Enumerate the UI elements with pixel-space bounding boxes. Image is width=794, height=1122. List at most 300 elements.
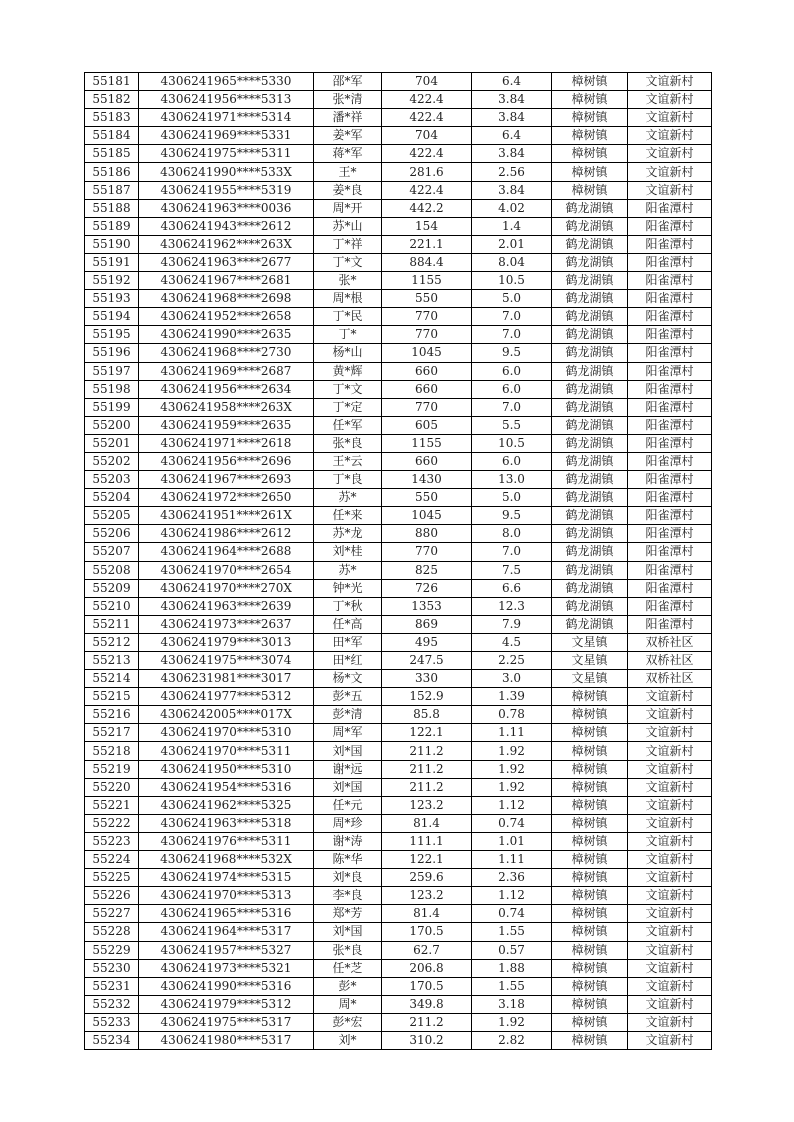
amount-cell: 660	[382, 452, 472, 470]
town-cell: 樟树镇	[552, 995, 628, 1013]
town-cell: 鹤龙湖镇	[552, 290, 628, 308]
quantity-cell: 1.4	[472, 217, 552, 235]
table-row	[85, 561, 712, 579]
quantity-cell: 13.0	[472, 471, 552, 489]
village-cell: 文谊新村	[628, 724, 712, 742]
quantity-cell: 1.39	[472, 688, 552, 706]
amount-cell: 704	[382, 73, 472, 91]
id-number-cell: 4306231981****3017	[139, 670, 314, 688]
table-row	[85, 416, 712, 434]
table-row	[85, 308, 712, 326]
village-cell: 阳雀潭村	[628, 416, 712, 434]
quantity-cell: 7.0	[472, 398, 552, 416]
town-cell: 樟树镇	[552, 742, 628, 760]
village-cell: 阳雀潭村	[628, 434, 712, 452]
village-cell: 双桥社区	[628, 652, 712, 670]
village-cell: 阳雀潭村	[628, 471, 712, 489]
id-number-cell: 4306241963****2639	[139, 597, 314, 615]
quantity-cell: 1.92	[472, 778, 552, 796]
row-number-cell: 55206	[85, 525, 139, 543]
amount-cell: 81.4	[382, 814, 472, 832]
person-name-cell: 郑*芳	[314, 905, 382, 923]
village-cell: 阳雀潭村	[628, 217, 712, 235]
table-row	[85, 905, 712, 923]
town-cell: 鹤龙湖镇	[552, 489, 628, 507]
person-name-cell: 张*	[314, 272, 382, 290]
table-row	[85, 199, 712, 217]
village-cell: 阳雀潭村	[628, 290, 712, 308]
id-number-cell: 4306241972****2650	[139, 489, 314, 507]
row-number-cell: 55187	[85, 181, 139, 199]
town-cell: 樟树镇	[552, 778, 628, 796]
town-cell: 鹤龙湖镇	[552, 344, 628, 362]
id-number-cell: 4306241973****2637	[139, 615, 314, 633]
person-name-cell: 刘*国	[314, 778, 382, 796]
id-number-cell: 4306241956****5313	[139, 91, 314, 109]
row-number-cell: 55227	[85, 905, 139, 923]
row-number-cell: 55182	[85, 91, 139, 109]
village-cell: 阳雀潭村	[628, 253, 712, 271]
person-name-cell: 王*云	[314, 452, 382, 470]
amount-cell: 206.8	[382, 959, 472, 977]
person-name-cell: 黄*辉	[314, 362, 382, 380]
id-number-cell: 4306241963****2677	[139, 253, 314, 271]
id-number-cell: 4306241970****2654	[139, 561, 314, 579]
town-cell: 鹤龙湖镇	[552, 543, 628, 561]
person-name-cell: 苏*	[314, 561, 382, 579]
amount-cell: 770	[382, 543, 472, 561]
row-number-cell: 55229	[85, 941, 139, 959]
amount-cell: 1045	[382, 344, 472, 362]
row-number-cell: 55220	[85, 778, 139, 796]
town-cell: 鹤龙湖镇	[552, 199, 628, 217]
person-name-cell: 彭*清	[314, 706, 382, 724]
village-cell: 阳雀潭村	[628, 525, 712, 543]
table-row	[85, 489, 712, 507]
table-row	[85, 452, 712, 470]
amount-cell: 495	[382, 633, 472, 651]
id-number-cell: 4306241970****270X	[139, 579, 314, 597]
town-cell: 樟树镇	[552, 145, 628, 163]
town-cell: 鹤龙湖镇	[552, 380, 628, 398]
amount-cell: 726	[382, 579, 472, 597]
village-cell: 文谊新村	[628, 995, 712, 1013]
row-number-cell: 55183	[85, 109, 139, 127]
village-cell: 文谊新村	[628, 127, 712, 145]
person-name-cell: 周*开	[314, 199, 382, 217]
village-cell: 文谊新村	[628, 869, 712, 887]
table-row	[85, 1031, 712, 1049]
amount-cell: 1045	[382, 507, 472, 525]
quantity-cell: 1.92	[472, 760, 552, 778]
table-row	[85, 145, 712, 163]
village-cell: 文谊新村	[628, 109, 712, 127]
amount-cell: 1353	[382, 597, 472, 615]
person-name-cell: 丁*秋	[314, 597, 382, 615]
amount-cell: 550	[382, 489, 472, 507]
id-number-cell: 4306241956****2634	[139, 380, 314, 398]
table-row	[85, 796, 712, 814]
amount-cell: 122.1	[382, 724, 472, 742]
amount-cell: 770	[382, 308, 472, 326]
amount-cell: 550	[382, 290, 472, 308]
village-cell: 文谊新村	[628, 688, 712, 706]
quantity-cell: 3.18	[472, 995, 552, 1013]
amount-cell: 211.2	[382, 760, 472, 778]
row-number-cell: 55181	[85, 73, 139, 91]
quantity-cell: 7.0	[472, 543, 552, 561]
village-cell: 阳雀潭村	[628, 543, 712, 561]
row-number-cell: 55192	[85, 272, 139, 290]
table-row	[85, 253, 712, 271]
quantity-cell: 0.78	[472, 706, 552, 724]
quantity-cell: 3.0	[472, 670, 552, 688]
person-name-cell: 苏*山	[314, 217, 382, 235]
town-cell: 文星镇	[552, 652, 628, 670]
id-number-cell: 4306241990****5316	[139, 977, 314, 995]
row-number-cell: 55207	[85, 543, 139, 561]
amount-cell: 770	[382, 398, 472, 416]
id-number-cell: 4306241957****5327	[139, 941, 314, 959]
town-cell: 樟树镇	[552, 869, 628, 887]
table-row	[85, 959, 712, 977]
village-cell: 文谊新村	[628, 832, 712, 850]
id-number-cell: 4306241969****5331	[139, 127, 314, 145]
person-name-cell: 姜*良	[314, 181, 382, 199]
person-name-cell: 周*	[314, 995, 382, 1013]
amount-cell: 259.6	[382, 869, 472, 887]
village-cell: 阳雀潭村	[628, 452, 712, 470]
table-row	[85, 814, 712, 832]
table-body	[85, 73, 712, 1050]
town-cell: 鹤龙湖镇	[552, 452, 628, 470]
row-number-cell: 55209	[85, 579, 139, 597]
row-number-cell: 55210	[85, 597, 139, 615]
quantity-cell: 5.5	[472, 416, 552, 434]
village-cell: 阳雀潭村	[628, 235, 712, 253]
town-cell: 樟树镇	[552, 688, 628, 706]
quantity-cell: 6.0	[472, 452, 552, 470]
id-number-cell: 4306241990****2635	[139, 326, 314, 344]
village-cell: 双桥社区	[628, 670, 712, 688]
person-name-cell: 丁*良	[314, 471, 382, 489]
table-row	[85, 670, 712, 688]
row-number-cell: 55226	[85, 887, 139, 905]
quantity-cell: 12.3	[472, 597, 552, 615]
amount-cell: 122.1	[382, 851, 472, 869]
row-number-cell: 55217	[85, 724, 139, 742]
person-name-cell: 彭*五	[314, 688, 382, 706]
town-cell: 鹤龙湖镇	[552, 525, 628, 543]
table-row	[85, 579, 712, 597]
quantity-cell: 7.0	[472, 308, 552, 326]
village-cell: 文谊新村	[628, 905, 712, 923]
town-cell: 樟树镇	[552, 1031, 628, 1049]
table-row	[85, 326, 712, 344]
village-cell: 文谊新村	[628, 1013, 712, 1031]
amount-cell: 123.2	[382, 796, 472, 814]
id-number-cell: 4306241969****2687	[139, 362, 314, 380]
id-number-cell: 4306241977****5312	[139, 688, 314, 706]
id-number-cell: 4306241955****5319	[139, 181, 314, 199]
quantity-cell: 2.56	[472, 163, 552, 181]
table-row	[85, 724, 712, 742]
village-cell: 文谊新村	[628, 73, 712, 91]
id-number-cell: 4306241962****263X	[139, 235, 314, 253]
town-cell: 樟树镇	[552, 73, 628, 91]
town-cell: 樟树镇	[552, 724, 628, 742]
amount-cell: 442.2	[382, 199, 472, 217]
village-cell: 阳雀潭村	[628, 199, 712, 217]
village-cell: 文谊新村	[628, 706, 712, 724]
town-cell: 鹤龙湖镇	[552, 362, 628, 380]
quantity-cell: 10.5	[472, 434, 552, 452]
table-row	[85, 163, 712, 181]
amount-cell: 770	[382, 326, 472, 344]
row-number-cell: 55190	[85, 235, 139, 253]
town-cell: 文星镇	[552, 633, 628, 651]
person-name-cell: 刘*国	[314, 742, 382, 760]
person-name-cell: 周*军	[314, 724, 382, 742]
village-cell: 文谊新村	[628, 181, 712, 199]
quantity-cell: 6.0	[472, 362, 552, 380]
person-name-cell: 苏*	[314, 489, 382, 507]
village-cell: 阳雀潭村	[628, 579, 712, 597]
quantity-cell: 0.57	[472, 941, 552, 959]
amount-cell: 85.8	[382, 706, 472, 724]
amount-cell: 869	[382, 615, 472, 633]
id-number-cell: 4306241970****5310	[139, 724, 314, 742]
table-row	[85, 543, 712, 561]
quantity-cell: 1.55	[472, 923, 552, 941]
amount-cell: 170.5	[382, 977, 472, 995]
quantity-cell: 3.84	[472, 109, 552, 127]
row-number-cell: 55222	[85, 814, 139, 832]
village-cell: 文谊新村	[628, 91, 712, 109]
person-name-cell: 丁*文	[314, 253, 382, 271]
town-cell: 鹤龙湖镇	[552, 507, 628, 525]
town-cell: 樟树镇	[552, 706, 628, 724]
village-cell: 文谊新村	[628, 145, 712, 163]
id-number-cell: 4306241968****532X	[139, 851, 314, 869]
row-number-cell: 55184	[85, 127, 139, 145]
person-name-cell: 杨*山	[314, 344, 382, 362]
town-cell: 樟树镇	[552, 851, 628, 869]
village-cell: 文谊新村	[628, 941, 712, 959]
town-cell: 鹤龙湖镇	[552, 308, 628, 326]
amount-cell: 281.6	[382, 163, 472, 181]
row-number-cell: 55194	[85, 308, 139, 326]
amount-cell: 1155	[382, 434, 472, 452]
row-number-cell: 55228	[85, 923, 139, 941]
village-cell: 阳雀潭村	[628, 326, 712, 344]
village-cell: 阳雀潭村	[628, 561, 712, 579]
table-row	[85, 851, 712, 869]
village-cell: 阳雀潭村	[628, 398, 712, 416]
quantity-cell: 3.84	[472, 145, 552, 163]
amount-cell: 247.5	[382, 652, 472, 670]
town-cell: 文星镇	[552, 670, 628, 688]
person-name-cell: 任*来	[314, 507, 382, 525]
person-name-cell: 丁*祥	[314, 235, 382, 253]
table-row	[85, 760, 712, 778]
row-number-cell: 55191	[85, 253, 139, 271]
town-cell: 鹤龙湖镇	[552, 561, 628, 579]
table-row	[85, 832, 712, 850]
row-number-cell: 55201	[85, 434, 139, 452]
amount-cell: 310.2	[382, 1031, 472, 1049]
quantity-cell: 7.5	[472, 561, 552, 579]
quantity-cell: 1.01	[472, 832, 552, 850]
id-number-cell: 4306241958****263X	[139, 398, 314, 416]
quantity-cell: 3.84	[472, 181, 552, 199]
row-number-cell: 55193	[85, 290, 139, 308]
row-number-cell: 55214	[85, 670, 139, 688]
id-number-cell: 4306241976****5311	[139, 832, 314, 850]
village-cell: 阳雀潭村	[628, 597, 712, 615]
quantity-cell: 9.5	[472, 507, 552, 525]
id-number-cell: 4306241971****5314	[139, 109, 314, 127]
row-number-cell: 55225	[85, 869, 139, 887]
id-number-cell: 4306241956****2696	[139, 452, 314, 470]
table-row	[85, 344, 712, 362]
row-number-cell: 55203	[85, 471, 139, 489]
row-number-cell: 55230	[85, 959, 139, 977]
amount-cell: 123.2	[382, 887, 472, 905]
amount-cell: 81.4	[382, 905, 472, 923]
table-row	[85, 1013, 712, 1031]
id-number-cell: 4306241965****5316	[139, 905, 314, 923]
person-name-cell: 苏*龙	[314, 525, 382, 543]
person-name-cell: 任*芝	[314, 959, 382, 977]
table-row	[85, 869, 712, 887]
row-number-cell: 55215	[85, 688, 139, 706]
amount-cell: 884.4	[382, 253, 472, 271]
village-cell: 双桥社区	[628, 633, 712, 651]
town-cell: 樟树镇	[552, 959, 628, 977]
id-number-cell: 4306241964****2688	[139, 543, 314, 561]
person-name-cell: 陈*华	[314, 851, 382, 869]
table-row	[85, 471, 712, 489]
id-number-cell: 4306241970****5311	[139, 742, 314, 760]
quantity-cell: 10.5	[472, 272, 552, 290]
table-row	[85, 977, 712, 995]
quantity-cell: 6.0	[472, 380, 552, 398]
village-cell: 阳雀潭村	[628, 308, 712, 326]
person-name-cell: 姜*军	[314, 127, 382, 145]
quantity-cell: 1.12	[472, 796, 552, 814]
id-number-cell: 4306241986****2612	[139, 525, 314, 543]
table-row	[85, 887, 712, 905]
village-cell: 阳雀潭村	[628, 615, 712, 633]
town-cell: 樟树镇	[552, 181, 628, 199]
quantity-cell: 1.11	[472, 851, 552, 869]
amount-cell: 170.5	[382, 923, 472, 941]
row-number-cell: 55212	[85, 633, 139, 651]
village-cell: 文谊新村	[628, 742, 712, 760]
table-row	[85, 615, 712, 633]
person-name-cell: 周*珍	[314, 814, 382, 832]
village-cell: 文谊新村	[628, 778, 712, 796]
person-name-cell: 潘*祥	[314, 109, 382, 127]
person-name-cell: 李*良	[314, 887, 382, 905]
village-cell: 阳雀潭村	[628, 380, 712, 398]
person-name-cell: 丁*	[314, 326, 382, 344]
person-name-cell: 刘*	[314, 1031, 382, 1049]
town-cell: 樟树镇	[552, 832, 628, 850]
amount-cell: 704	[382, 127, 472, 145]
id-number-cell: 4306241959****2635	[139, 416, 314, 434]
quantity-cell: 2.25	[472, 652, 552, 670]
id-number-cell: 4306241979****3013	[139, 633, 314, 651]
row-number-cell: 55196	[85, 344, 139, 362]
town-cell: 鹤龙湖镇	[552, 597, 628, 615]
id-number-cell: 4306241970****5313	[139, 887, 314, 905]
amount-cell: 330	[382, 670, 472, 688]
row-number-cell: 55231	[85, 977, 139, 995]
person-name-cell: 田*红	[314, 652, 382, 670]
village-cell: 文谊新村	[628, 851, 712, 869]
town-cell: 鹤龙湖镇	[552, 434, 628, 452]
quantity-cell: 9.5	[472, 344, 552, 362]
row-number-cell: 55198	[85, 380, 139, 398]
person-name-cell: 丁*文	[314, 380, 382, 398]
amount-cell: 154	[382, 217, 472, 235]
row-number-cell: 55224	[85, 851, 139, 869]
table-row	[85, 217, 712, 235]
quantity-cell: 1.11	[472, 724, 552, 742]
person-name-cell: 田*军	[314, 633, 382, 651]
town-cell: 鹤龙湖镇	[552, 217, 628, 235]
town-cell: 鹤龙湖镇	[552, 398, 628, 416]
town-cell: 鹤龙湖镇	[552, 579, 628, 597]
town-cell: 鹤龙湖镇	[552, 416, 628, 434]
amount-cell: 605	[382, 416, 472, 434]
id-number-cell: 4306241971****2618	[139, 434, 314, 452]
town-cell: 樟树镇	[552, 91, 628, 109]
row-number-cell: 55188	[85, 199, 139, 217]
table-row	[85, 706, 712, 724]
quantity-cell: 7.9	[472, 615, 552, 633]
row-number-cell: 55200	[85, 416, 139, 434]
town-cell: 樟树镇	[552, 127, 628, 145]
town-cell: 樟树镇	[552, 760, 628, 778]
amount-cell: 221.1	[382, 235, 472, 253]
table-row	[85, 742, 712, 760]
row-number-cell: 55232	[85, 995, 139, 1013]
amount-cell: 422.4	[382, 145, 472, 163]
village-cell: 阳雀潭村	[628, 344, 712, 362]
row-number-cell: 55213	[85, 652, 139, 670]
town-cell: 樟树镇	[552, 814, 628, 832]
id-number-cell: 4306241951****261X	[139, 507, 314, 525]
town-cell: 樟树镇	[552, 905, 628, 923]
person-name-cell: 周*根	[314, 290, 382, 308]
amount-cell: 422.4	[382, 91, 472, 109]
table-row	[85, 73, 712, 91]
quantity-cell: 1.92	[472, 742, 552, 760]
person-name-cell: 谢*远	[314, 760, 382, 778]
town-cell: 鹤龙湖镇	[552, 471, 628, 489]
town-cell: 鹤龙湖镇	[552, 615, 628, 633]
person-name-cell: 任*高	[314, 615, 382, 633]
town-cell: 鹤龙湖镇	[552, 272, 628, 290]
village-cell: 文谊新村	[628, 923, 712, 941]
town-cell: 樟树镇	[552, 1013, 628, 1031]
person-name-cell: 任*军	[314, 416, 382, 434]
id-number-cell: 4306241954****5316	[139, 778, 314, 796]
id-number-cell: 4306241974****5315	[139, 869, 314, 887]
